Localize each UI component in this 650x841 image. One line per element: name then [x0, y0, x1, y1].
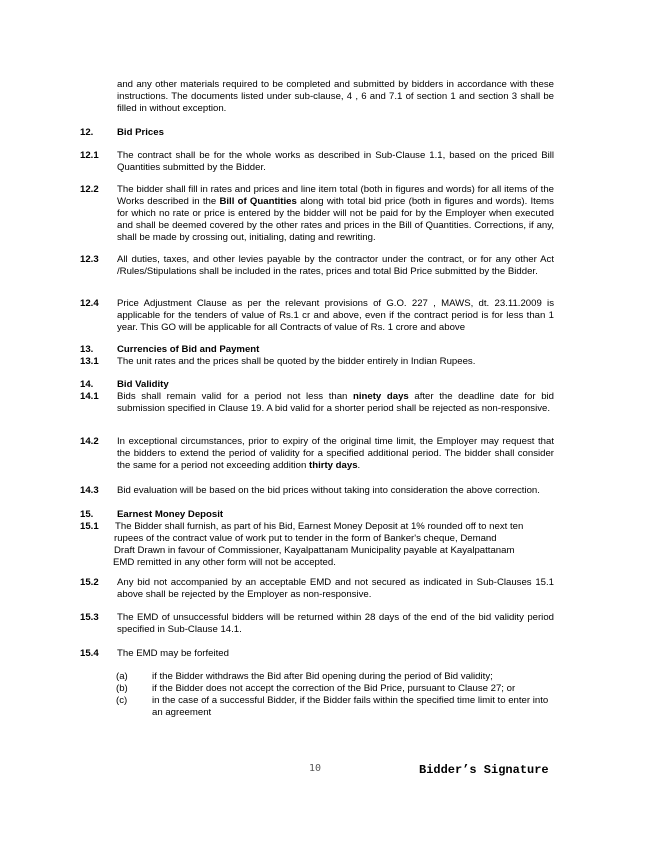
emd-line: Draft Drawn in favour of Commissioner, Kayalpattanam Municipality payable at Kayalpattanam	[114, 545, 515, 556]
emd-line: The Bidder shall furnish, as part of his Bid, Earnest Money Deposit at 1% rounded off to next ten	[115, 521, 524, 532]
section-title: Currencies of Bid and Payment	[117, 344, 260, 355]
clause-number: 12.4	[80, 298, 99, 309]
clause-number: 14.2	[80, 436, 99, 447]
clause-number: 15.2	[80, 577, 99, 588]
section-number: 13.	[80, 344, 94, 355]
clause-text: Bid evaluation will be based on the bid prices without taking into consideration the above correction.	[117, 485, 540, 496]
clause-number: 13.1	[80, 356, 99, 367]
ninety-days-emphasis: ninety days	[353, 391, 409, 402]
clause-text: Any bid not accompanied by an acceptable EMD and not secured as indicated in Sub-Clauses 15.1 above shall be rejected by the Employer as non-responsive.	[117, 577, 554, 600]
item-label: (c)	[116, 695, 128, 706]
clause-text: In exceptional circumstances, prior to expiry of the original time limit, the Employer may request that the bidders to extend the period of validity for a specified additional period. The bidder shall consider the same for a period not exceeding addition thirty days.	[117, 436, 554, 471]
section-title: Bid Prices	[117, 127, 164, 138]
clause-text: The EMD may be forfeited	[117, 648, 229, 659]
item-text: if the Bidder does not accept the correction of the Bid Price, pursuant to Clause 27; or	[152, 683, 516, 694]
emd-line: rupees of the contract value of work put to tender in the form of Banker's cheque, Demand	[114, 533, 497, 544]
item-text: in the case of a successful Bidder, if the Bidder fails within the specified time limit to enter into an agreement	[152, 695, 549, 718]
section-title: Earnest Money Deposit	[117, 509, 224, 520]
section-number: 14.	[80, 379, 94, 390]
item-label: (a)	[116, 671, 128, 682]
clause-number: 12.2	[80, 184, 99, 195]
clause-number: 15.3	[80, 612, 99, 623]
clause-text: The contract shall be for the whole works as described in Sub-Clause 1.1, based on the priced Bill Quantities submitted by the Bidder.	[117, 150, 554, 173]
item-text: if the Bidder withdraws the Bid after Bid opening during the period of Bid validity;	[152, 671, 493, 682]
clause-number: 12.1	[80, 150, 99, 161]
intro-text: and any other materials required to be completed and submitted by bidders in accordance with these instructions. The documents listed under sub-clause, 4 , 6 and 7.1 of section 1 and section 3 shall be filled in without exception.	[117, 79, 554, 114]
clause-text	[115, 521, 554, 569]
clause-text: Price Adjustment Clause as per the relevant provisions of G.O. 227 , MAWS, dt. 23.11.2009 is applicable for the tenders of value of Rs.1 cr and above, even if the contract period is for less than 1 year. This GO will be applicable for all Contracts of value of Rs. 1 crore and above	[117, 298, 554, 333]
clause-number: 12.3	[80, 254, 99, 265]
item-label: (b)	[116, 683, 128, 694]
bill-of-quantities-emphasis: Bill of Quantities	[219, 196, 297, 207]
page-number: 10	[309, 763, 322, 774]
clause-text: The EMD of unsuccessful bidders will be returned within 28 days of the end of the bid validity period specified in Sub-Clause 14.1.	[117, 612, 554, 635]
section-number: 12.	[80, 127, 94, 138]
clause-text: All duties, taxes, and other levies payable by the contractor under the contract, or for any other Act /Rules/Stipulations shall be included in the rates, prices and total Bid Price submitted by the Bidder.	[117, 254, 554, 277]
bidder-signature-label: Bidder’s Signature	[419, 763, 549, 777]
emd-line: EMD remitted in any other form will not be accepted.	[113, 557, 336, 568]
clause-number: 15.4	[80, 648, 99, 659]
section-number: 15.	[80, 509, 94, 520]
section-title: Bid Validity	[117, 379, 169, 390]
clause-text: Bids shall remain valid for a period not less than ninety days after the deadline date for bid submission specified in Clause 19. A bid valid for a shorter period shall be rejected as non-responsive.	[117, 391, 554, 414]
clause-number: 14.1	[80, 391, 99, 402]
clause-text: The unit rates and the prices shall be quoted by the bidder entirely in Indian Rupees.	[117, 356, 476, 367]
thirty-days-emphasis: thirty days	[309, 460, 358, 471]
clause-number: 15.1	[80, 521, 99, 532]
clause-text: The bidder shall fill in rates and prices and line item total (both in figures and words) for all items of the Works described in the Bill of Quantities along with total bid price (both in figures and words). Items for which no rate or price is entered by the bidder will not be paid for by the Employer when executed and shall be deemed covered by the other rates and prices in the Bill of Quantities. Corrections, if any, shall be made by crossing out, initialing, dating and rewriting.	[117, 184, 554, 243]
clause-number: 14.3	[80, 485, 99, 496]
